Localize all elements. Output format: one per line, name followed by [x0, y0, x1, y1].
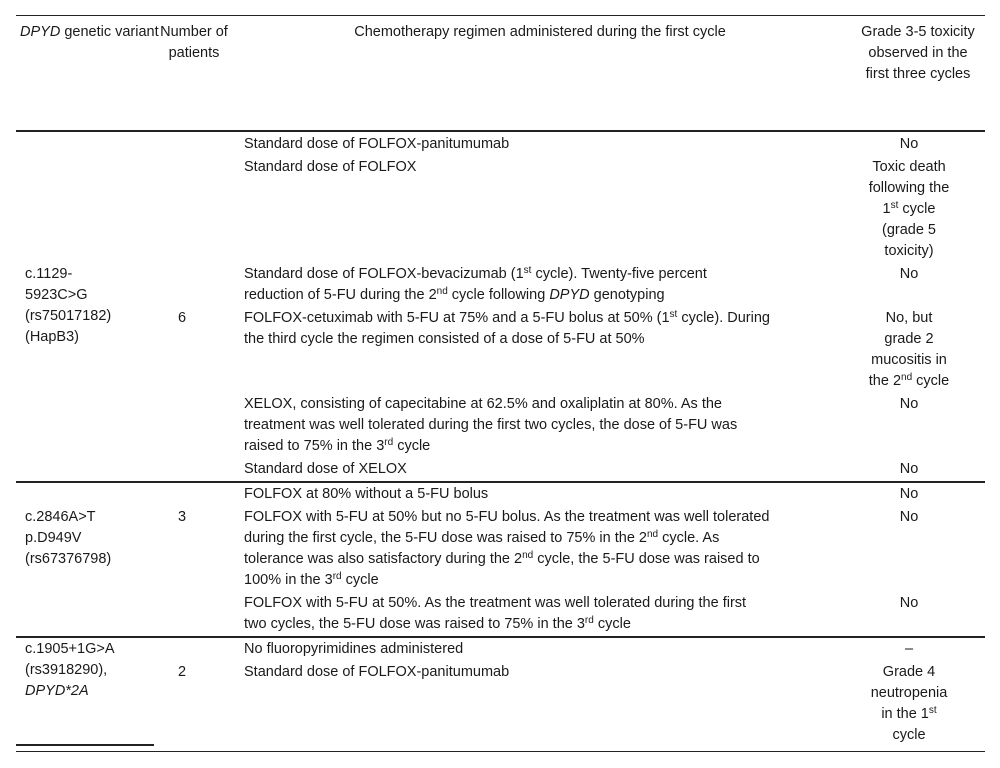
table-row: Standard dose of FOLFOX-bevacizumab (1st cycle). Twenty-five percent reduction of 5-FU during the 2nd cycle following DPYD genotyping: [244, 265, 707, 303]
group3-partial-rule: [16, 744, 154, 746]
header-bottom-rule: [16, 130, 985, 132]
table-row: Standard dose of FOLFOX-panitumumab: [244, 136, 510, 152]
header-patients: Number of patients: [160, 24, 228, 61]
table-row: Standard dose of FOLFOX: [244, 159, 417, 175]
toxicity-cell: –: [904, 641, 914, 657]
table-row: FOLFOX with 5-FU at 50% but no 5-FU bolus. As the treatment was well tolerated during the first cycle, the 5-FU dose was raised to 75% in the 2nd cycle. As tolerance was also satisfactory during the 2nd cycle, the 5-FU dose was raised to 100% in the 3rd cycle: [244, 509, 770, 588]
table-row: XELOX, consisting of capecitabine at 62.5% and oxaliplatin at 80%. As the treatment was well tolerated during the first two cycles, the dose of 5-FU was raised to 75% in the 3rd cycle: [244, 396, 738, 454]
table-row: Standard dose of FOLFOX-panitumumab: [244, 664, 510, 680]
header-variant: DPYD genetic variant: [20, 24, 159, 40]
table-bottom-rule: [16, 751, 985, 752]
toxicity-cell: No, but grade 2 mucositis in the 2nd cycle: [868, 310, 950, 389]
toxicity-cell: No: [899, 136, 919, 152]
group2-bottom-rule: [16, 636, 985, 638]
table-row: FOLFOX-cetuximab with 5-FU at 75% and a 5-FU bolus at 50% (1st cycle). During the third cycle the regimen consisted of a dose of 5-FU at 50%: [244, 309, 770, 347]
toxicity-cell: No: [899, 461, 919, 477]
toxicity-cell: No: [899, 595, 919, 611]
group2-variant: c.2846A>T p.D949V (rs67376798): [25, 509, 112, 567]
toxicity-cell: Toxic death following the 1st cycle (grade 5 toxicity): [868, 159, 950, 259]
header-toxicity: Grade 3-5 toxicity observed in the first three cycles: [861, 24, 975, 82]
toxicity-cell: No: [899, 486, 919, 502]
group1-variant: c.1129- 5923C>G (rs75017182) (HapB3): [25, 266, 112, 345]
table-top-rule: [16, 15, 985, 16]
table-row: FOLFOX with 5-FU at 50%. As the treatment was well tolerated during the first two cycles, the 5-FU dose was raised to 75% in the 3rd cycle: [244, 595, 747, 632]
group1-count: 6: [177, 310, 187, 326]
group3-variant: c.1905+1G>A (rs3918290), DPYD*2A: [25, 641, 115, 699]
header-regimen: Chemotherapy regimen administered during the first cycle: [354, 24, 726, 40]
table-row: No fluoropyrimidines administered: [244, 641, 464, 657]
toxicity-cell: No: [899, 266, 919, 282]
toxicity-cell: Grade 4 neutropenia in the 1st cycle: [870, 664, 948, 743]
group3-count: 2: [177, 664, 187, 680]
toxicity-cell: No: [899, 509, 919, 525]
group1-bottom-rule: [16, 481, 985, 483]
toxicity-cell: No: [899, 396, 919, 412]
group2-count: 3: [177, 509, 187, 525]
table-row: FOLFOX at 80% without a 5-FU bolus: [244, 486, 489, 502]
table-row: Standard dose of XELOX: [244, 461, 407, 477]
